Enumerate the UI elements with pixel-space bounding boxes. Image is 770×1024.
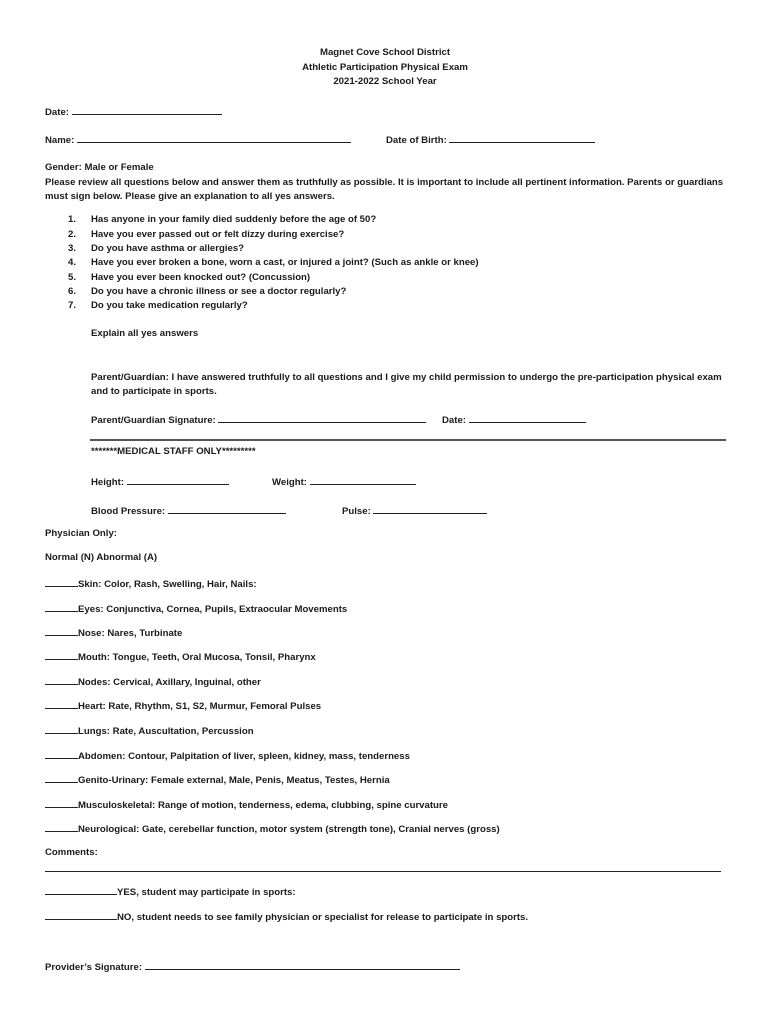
exam-item: [45, 626, 182, 640]
exam-item: [45, 577, 257, 591]
blood-pressure-field[interactable]: [91, 504, 286, 518]
exam-item: [45, 724, 254, 738]
exam-item: [45, 650, 316, 664]
weight-label: Weight:: [272, 477, 307, 488]
exam-rating-line[interactable]: [45, 798, 78, 808]
exam-item-label: Neurological: Gate, cerebellar function, motor system (strength tone), Cranial nerves (gross): [78, 824, 500, 835]
clearance-yes: [45, 885, 296, 899]
clearance-no-line[interactable]: [45, 910, 117, 920]
question-text: Has anyone in your family died suddenly before the age of 50?: [91, 214, 377, 225]
normal-abnormal-legend: Normal (N) Abnormal (A): [45, 552, 158, 563]
district-name: Magnet Cove School District: [319, 47, 451, 58]
dob-line[interactable]: [449, 133, 595, 143]
question-text: Do you have a chronic illness or see a doctor regularly?: [91, 286, 347, 297]
school-year: 2021-2022 School Year: [333, 76, 437, 87]
clearance-yes-line[interactable]: [45, 885, 117, 895]
exam-item-label: Eyes: Conjunctiva, Cornea, Pupils, Extraocular Movements: [78, 604, 348, 615]
provider-signature-line[interactable]: [145, 960, 460, 970]
date-line[interactable]: [72, 105, 222, 115]
physician-only-label: Physician Only:: [45, 528, 117, 539]
height-label: Height:: [91, 477, 125, 488]
guardian-date-field[interactable]: [442, 413, 586, 427]
question-text: Do you take medication regularly?: [91, 300, 248, 311]
exam-rating-line[interactable]: [45, 626, 78, 636]
comments-line[interactable]: [45, 871, 721, 872]
instructions: Please review all questions below and answer them as truthfully as possible. It is important to include all pertinent information. Parents or guardians must sign below. Please give an explanation to all yes answers.: [45, 177, 724, 202]
clearance-no: [45, 910, 528, 924]
exam-item-label: Abdomen: Contour, Palpitation of liver, spleen, kidney, mass, tenderness: [78, 751, 410, 762]
question-number: 4.: [67, 257, 76, 268]
dob-field[interactable]: [386, 133, 595, 147]
exam-rating-line[interactable]: [45, 650, 78, 660]
question-number: 3.: [67, 243, 76, 254]
provider-signature-label: Provider’s Signature:: [45, 962, 143, 973]
question-number: 5.: [67, 272, 76, 283]
exam-item-label: Nose: Nares, Turbinate: [78, 628, 183, 639]
question-number: 1.: [67, 214, 76, 225]
question-text: Have you ever been knocked out? (Concussion): [91, 272, 311, 283]
clearance-yes-label: YES, student may participate in sports:: [117, 887, 296, 898]
question-text: Have you ever passed out or felt dizzy during exercise?: [91, 229, 345, 240]
exam-item-label: Mouth: Tongue, Teeth, Oral Mucosa, Tonsil, Pharynx: [78, 652, 316, 663]
question-text: Do you have asthma or allergies?: [91, 243, 245, 254]
provider-signature-field[interactable]: [45, 960, 460, 974]
guardian-date-line[interactable]: [469, 413, 586, 423]
exam-item-label: Nodes: Cervical, Axillary, Inguinal, other: [78, 677, 261, 688]
comments-label: Comments:: [45, 847, 98, 858]
pulse-line[interactable]: [373, 504, 487, 514]
explain-label: Explain all yes answers: [91, 328, 199, 339]
question-text: Have you ever broken a bone, worn a cast, or injured a joint? (Such as ankle or knee): [91, 257, 479, 268]
exam-item: [45, 675, 261, 689]
exam-rating-line[interactable]: [45, 699, 78, 709]
pulse-field[interactable]: [342, 504, 487, 518]
exam-item-label: Genito-Urinary: Female external, Male, Penis, Meatus, Testes, Hernia: [78, 775, 390, 786]
exam-rating-line[interactable]: [45, 822, 78, 832]
clearance-no-label: NO, student needs to see family physician or specialist for release to participate in sports.: [117, 912, 529, 923]
exam-item: [45, 602, 347, 616]
question-number: 2.: [67, 229, 76, 240]
blood-pressure-line[interactable]: [168, 504, 286, 514]
height-line[interactable]: [127, 475, 229, 485]
exam-rating-line[interactable]: [45, 724, 78, 734]
exam-item-label: Lungs: Rate, Auscultation, Percussion: [78, 726, 254, 737]
exam-rating-line[interactable]: [45, 602, 78, 612]
exam-rating-line[interactable]: [45, 577, 78, 587]
section-divider: [90, 439, 726, 441]
exam-item: [45, 798, 448, 812]
exam-rating-line[interactable]: [45, 749, 78, 759]
exam-item-label: Musculoskeletal: Range of motion, tenderness, edema, clubbing, spine curvature: [78, 800, 448, 811]
exam-item-label: Heart: Rate, Rhythm, S1, S2, Murmur, Femoral Pulses: [78, 701, 322, 712]
dob-label: Date of Birth:: [386, 135, 447, 146]
weight-field[interactable]: [272, 475, 416, 489]
guardian-signature-line[interactable]: [218, 413, 426, 423]
exam-item: [45, 773, 390, 787]
height-field[interactable]: [91, 475, 229, 489]
form-title: Athletic Participation Physical Exam: [302, 62, 468, 73]
exam-item-label: Skin: Color, Rash, Swelling, Hair, Nails:: [78, 579, 257, 590]
guardian-signature-field[interactable]: [91, 413, 426, 427]
exam-rating-line[interactable]: [45, 675, 78, 685]
date-field[interactable]: [45, 105, 222, 119]
exam-item: [45, 822, 500, 836]
question-number: 6.: [67, 286, 76, 297]
weight-line[interactable]: [310, 475, 416, 485]
name-label: Name:: [45, 135, 75, 146]
blood-pressure-label: Blood Pressure:: [91, 506, 166, 517]
date-label: Date:: [45, 107, 69, 118]
medical-staff-banner: *******MEDICAL STAFF ONLY*********: [91, 446, 256, 457]
exam-item: [45, 699, 321, 713]
exam-item: [45, 749, 410, 763]
question-number: 7.: [67, 300, 76, 311]
gender-line: Gender: Male or Female: [45, 162, 154, 173]
name-line[interactable]: [77, 133, 351, 143]
guardian-signature-label: Parent/Guardian Signature:: [91, 415, 216, 426]
guardian-statement: Parent/Guardian: I have answered truthfully to all questions and I give my child permission to undergo the pre-participation physical exam and to participate in sports.: [91, 372, 722, 397]
exam-rating-line[interactable]: [45, 773, 78, 783]
guardian-date-label: Date:: [442, 415, 466, 426]
name-field[interactable]: [45, 133, 351, 147]
pulse-label: Pulse:: [342, 506, 371, 517]
